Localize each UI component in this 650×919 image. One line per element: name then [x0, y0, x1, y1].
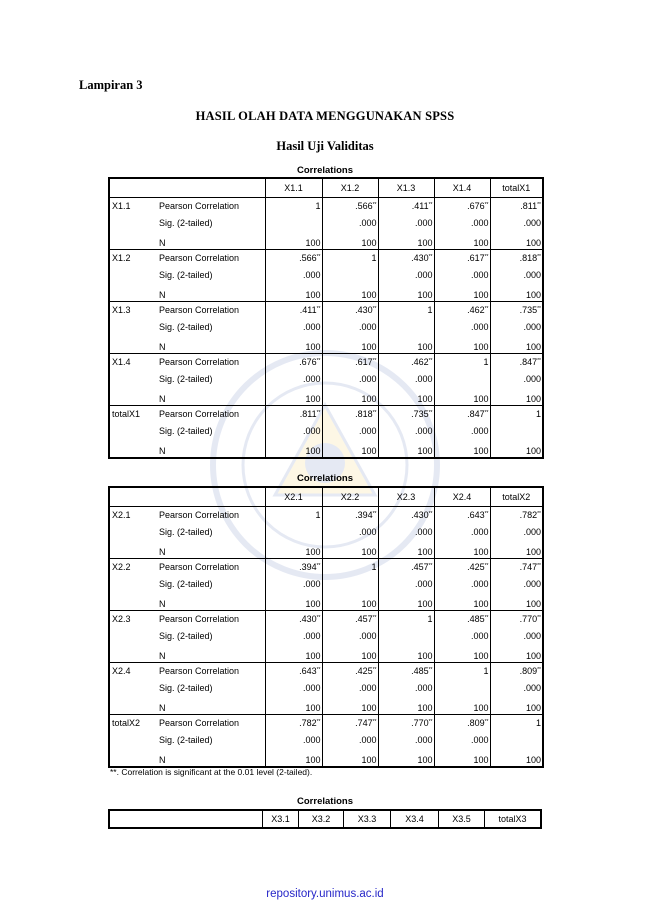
table-cell: [265, 215, 322, 232]
significance-marker: **: [372, 667, 377, 673]
table-cell: .818**: [322, 406, 378, 424]
stat-label: Sig. (2-tailed): [159, 218, 213, 228]
table-cell: 100: [378, 232, 434, 250]
table-cell: 100: [490, 232, 543, 250]
table-row: [109, 250, 543, 268]
column-header: X1.3: [378, 178, 434, 198]
table-cell: .643**: [434, 507, 490, 525]
table-cell: 1: [378, 302, 434, 320]
row-variable-label: X2.3: [112, 614, 131, 624]
table1-title: Correlations: [297, 165, 353, 176]
table-cell: 100: [378, 697, 434, 715]
table-cell: 1: [378, 611, 434, 629]
table-cell: .411**: [378, 198, 434, 216]
column-header: X3.4: [390, 811, 438, 827]
table-cell: .000: [378, 371, 434, 388]
table-cell: 1: [490, 715, 543, 733]
significance-marker: **: [428, 202, 433, 208]
table-cell: 100: [322, 697, 378, 715]
section-title: Hasil Uji Validitas: [276, 139, 374, 153]
table-cell: .676**: [265, 354, 322, 372]
table-cell: 100: [265, 593, 322, 611]
table-cell: 100: [490, 541, 543, 559]
column-header: X2.4: [434, 487, 490, 507]
table-cell: .000: [378, 215, 434, 232]
table-cell: .735**: [378, 406, 434, 424]
table-cell: 100: [378, 336, 434, 354]
table-cell: .485**: [434, 611, 490, 629]
significance-marker: **: [537, 202, 541, 208]
stat-label: Pearson Correlation: [159, 718, 240, 728]
table-cell: 100: [434, 440, 490, 458]
table-cell: .000: [322, 319, 378, 336]
stat-label: Pearson Correlation: [159, 666, 240, 676]
stat-label: N: [159, 755, 166, 765]
table-row: [109, 507, 543, 525]
table-cell: 100: [378, 749, 434, 767]
significance-marker: **: [372, 202, 377, 208]
stat-label: Sig. (2-tailed): [159, 270, 213, 280]
page-title: HASIL OLAH DATA MENGGUNAKAN SPSS: [195, 109, 455, 123]
table-cell: .000: [322, 680, 378, 697]
table-cell: .000: [490, 267, 543, 284]
stat-label: Sig. (2-tailed): [159, 631, 213, 641]
column-header: X3.2: [298, 811, 343, 827]
table-row: [109, 715, 543, 733]
table-row: [109, 319, 543, 336]
stat-label: N: [155, 336, 265, 354]
column-header: totalX2: [490, 487, 543, 507]
table-cell: .747**: [322, 715, 378, 733]
table-cell: .000: [322, 628, 378, 645]
table-cell: .000: [490, 628, 543, 645]
table-cell: .000: [265, 680, 322, 697]
table-cell: .394**: [322, 507, 378, 525]
stat-label: Sig. (2-tailed): [159, 579, 213, 589]
significance-marker: **: [316, 306, 321, 312]
table-row: [109, 388, 543, 406]
column-header: X3.3: [343, 811, 390, 827]
table-cell: 100: [322, 749, 378, 767]
table-row: [109, 284, 543, 302]
table-cell: 100: [434, 645, 490, 663]
table-cell: .485**: [378, 663, 434, 681]
stat-label: Pearson Correlation: [159, 253, 240, 263]
table-cell: .430**: [378, 250, 434, 268]
table-cell: .847**: [490, 354, 543, 372]
stat-label: N: [155, 232, 265, 250]
significance-marker: **: [316, 358, 321, 364]
row-variable-label: X1.4: [112, 357, 131, 367]
table-cell: 100: [378, 440, 434, 458]
table-cell: 100: [490, 440, 543, 458]
table-cell: .566**: [322, 198, 378, 216]
correlations-table-x3: [108, 809, 542, 829]
table-cell: .411**: [265, 302, 322, 320]
column-header: X1.2: [322, 178, 378, 198]
table-cell: .425**: [434, 559, 490, 577]
table-cell: 100: [265, 232, 322, 250]
row-variable-label: X2.2: [112, 562, 131, 572]
table-cell: [378, 319, 434, 336]
table-row: [109, 559, 543, 577]
row-variable-label: X2.1: [112, 510, 131, 520]
table-row: [109, 371, 543, 388]
table-cell: [378, 628, 434, 645]
column-header: totalX1: [490, 178, 543, 198]
table-cell: .809**: [490, 663, 543, 681]
table-cell: .000: [322, 524, 378, 541]
table-cell: .000: [265, 628, 322, 645]
table-cell: 100: [434, 284, 490, 302]
column-header: X3.1: [262, 811, 298, 827]
stat-label: N: [155, 284, 265, 302]
significance-marker: **: [428, 563, 433, 569]
table-cell: 1: [322, 559, 378, 577]
table-cell: 100: [322, 284, 378, 302]
table-cell: .430**: [378, 507, 434, 525]
table-cell: .643**: [265, 663, 322, 681]
table-cell: 100: [322, 593, 378, 611]
table-cell: .770**: [378, 715, 434, 733]
table-cell: 100: [322, 232, 378, 250]
table-cell: 100: [490, 284, 543, 302]
table-row: [109, 732, 543, 749]
significance-marker: **: [316, 563, 321, 569]
table-cell: 100: [434, 388, 490, 406]
table-cell: .811**: [490, 198, 543, 216]
table-row: [109, 336, 543, 354]
stat-label: N: [155, 541, 265, 559]
table-cell: 100: [434, 697, 490, 715]
footer-link[interactable]: repository.unimus.ac.id: [266, 888, 384, 900]
stat-label: Sig. (2-tailed): [159, 374, 213, 384]
stat-label: Sig. (2-tailed): [159, 683, 213, 693]
table-row: [109, 406, 543, 424]
table-row: [109, 354, 543, 372]
table-cell: .000: [378, 423, 434, 440]
table-cell: .462**: [378, 354, 434, 372]
table-cell: .462**: [434, 302, 490, 320]
significance-marker: **: [372, 511, 377, 517]
significance-marker: **: [484, 563, 489, 569]
stat-label: N: [159, 446, 166, 456]
table-row: [109, 524, 543, 541]
table-cell: .000: [434, 319, 490, 336]
row-variable-label: X1.2: [112, 253, 131, 263]
table3-title: Correlations: [297, 796, 353, 807]
table-cell: .394**: [265, 559, 322, 577]
table-row: [109, 663, 543, 681]
significance-marker: **: [372, 306, 377, 312]
table-cell: .818**: [490, 250, 543, 268]
table-cell: .000: [434, 732, 490, 749]
stat-label: Pearson Correlation: [159, 357, 240, 367]
table-cell: .000: [322, 732, 378, 749]
stat-label: Sig. (2-tailed): [159, 322, 213, 332]
table-cell: .000: [490, 524, 543, 541]
table-cell: 100: [434, 336, 490, 354]
significance-marker: **: [484, 306, 489, 312]
table-cell: 100: [265, 697, 322, 715]
table-row: [109, 576, 543, 593]
table-cell: 100: [490, 697, 543, 715]
significance-footnote: **. Correlation is significant at the 0.01 level (2-tailed).: [110, 767, 313, 777]
stat-label: N: [155, 697, 265, 715]
table-cell: .617**: [434, 250, 490, 268]
significance-marker: **: [372, 615, 377, 621]
significance-marker: **: [428, 358, 433, 364]
table-cell: 100: [322, 336, 378, 354]
table-cell: .000: [378, 267, 434, 284]
table-cell: .782**: [490, 507, 543, 525]
table-cell: .000: [322, 215, 378, 232]
column-header: X2.1: [265, 487, 322, 507]
table-cell: 1: [490, 406, 543, 424]
column-header: X1.1: [265, 178, 322, 198]
table-row: [109, 232, 543, 250]
table-cell: .000: [378, 680, 434, 697]
significance-marker: **: [537, 563, 541, 569]
table-row: [109, 611, 543, 629]
table-row: [109, 749, 543, 767]
table-cell: .809**: [434, 715, 490, 733]
table-cell: [322, 576, 378, 593]
stat-label: Pearson Correlation: [159, 510, 240, 520]
table-cell: 100: [265, 284, 322, 302]
table-row: [109, 267, 543, 284]
table-cell: .770**: [490, 611, 543, 629]
table-cell: 100: [378, 645, 434, 663]
table-cell: .747**: [490, 559, 543, 577]
row-variable-label: X2.4: [112, 666, 131, 676]
table-cell: [490, 732, 543, 749]
table-cell: .000: [378, 732, 434, 749]
significance-marker: **: [484, 719, 489, 725]
significance-marker: **: [537, 511, 541, 517]
table-cell: 100: [378, 541, 434, 559]
significance-marker: **: [537, 306, 541, 312]
table-cell: 100: [434, 593, 490, 611]
table-row: [109, 680, 543, 697]
significance-marker: **: [537, 667, 541, 673]
table-cell: 1: [434, 663, 490, 681]
significance-marker: **: [537, 615, 541, 621]
table-cell: 1: [434, 354, 490, 372]
table-cell: .735**: [490, 302, 543, 320]
table-cell: 1: [322, 250, 378, 268]
correlations-table-x1: [108, 177, 544, 459]
table-cell: .000: [434, 267, 490, 284]
table-cell: .000: [490, 319, 543, 336]
table-cell: [434, 371, 490, 388]
table-row: [109, 215, 543, 232]
table-cell: .000: [265, 267, 322, 284]
table-cell: .000: [490, 576, 543, 593]
stat-label: Pearson Correlation: [159, 409, 240, 419]
table-cell: 100: [490, 336, 543, 354]
stat-label: Pearson Correlation: [159, 562, 240, 572]
stat-label: Sig. (2-tailed): [159, 527, 213, 537]
table-cell: .617**: [322, 354, 378, 372]
stat-label: N: [155, 645, 265, 663]
appendix-label: Lampiran 3: [79, 78, 143, 92]
table-cell: .000: [434, 576, 490, 593]
table-cell: 100: [490, 388, 543, 406]
table-cell: 100: [490, 645, 543, 663]
significance-marker: **: [316, 254, 321, 260]
table-row: [109, 628, 543, 645]
table-cell: 100: [490, 749, 543, 767]
table-cell: 100: [434, 232, 490, 250]
significance-marker: **: [316, 410, 321, 416]
significance-marker: **: [484, 254, 489, 260]
table-cell: 100: [265, 440, 322, 458]
significance-marker: **: [372, 410, 377, 416]
table-cell: .000: [434, 423, 490, 440]
column-header: X3.5: [438, 811, 484, 827]
significance-marker: **: [428, 410, 433, 416]
table-cell: .000: [265, 371, 322, 388]
table-row: [109, 697, 543, 715]
correlations-table-x2: [108, 486, 544, 768]
table-cell: 100: [322, 645, 378, 663]
significance-marker: **: [537, 358, 541, 364]
significance-marker: **: [484, 410, 489, 416]
stat-label: Sig. (2-tailed): [159, 735, 213, 745]
column-header: totalX3: [484, 811, 540, 827]
significance-marker: **: [428, 719, 433, 725]
table-cell: [322, 267, 378, 284]
stat-label: Sig. (2-tailed): [159, 426, 213, 436]
table-cell: 100: [322, 541, 378, 559]
table-cell: .000: [265, 576, 322, 593]
stat-label: N: [155, 593, 265, 611]
column-header: X1.4: [434, 178, 490, 198]
significance-marker: **: [372, 358, 377, 364]
table-cell: .811**: [265, 406, 322, 424]
table-cell: .457**: [378, 559, 434, 577]
table-cell: 100: [490, 593, 543, 611]
table-cell: .000: [490, 215, 543, 232]
table-cell: 100: [322, 440, 378, 458]
significance-marker: **: [537, 254, 541, 260]
table-cell: .000: [265, 319, 322, 336]
table-cell: .782**: [265, 715, 322, 733]
table-cell: .676**: [434, 198, 490, 216]
table-cell: 1: [265, 198, 322, 216]
significance-marker: **: [316, 615, 321, 621]
table-cell: [265, 524, 322, 541]
table-cell: .425**: [322, 663, 378, 681]
table-cell: .000: [434, 524, 490, 541]
table-cell: .000: [434, 215, 490, 232]
row-variable-label: totalX1: [112, 409, 141, 419]
table-cell: .000: [490, 680, 543, 697]
table-cell: 100: [434, 541, 490, 559]
significance-marker: **: [428, 667, 433, 673]
table-row: [109, 198, 543, 216]
table-cell: .000: [322, 371, 378, 388]
table-row: [109, 440, 543, 458]
table-cell: 100: [265, 388, 322, 406]
table-cell: .430**: [322, 302, 378, 320]
significance-marker: **: [484, 615, 489, 621]
stat-label: N: [155, 388, 265, 406]
table-cell: 100: [378, 284, 434, 302]
significance-marker: **: [316, 719, 321, 725]
table-row: [109, 645, 543, 663]
table-row: [109, 423, 543, 440]
table-cell: 100: [378, 388, 434, 406]
row-variable-label: totalX2: [112, 718, 141, 728]
significance-marker: **: [484, 511, 489, 517]
significance-marker: **: [484, 202, 489, 208]
stat-label: Pearson Correlation: [159, 305, 240, 315]
table-cell: 100: [265, 645, 322, 663]
table-cell: .847**: [434, 406, 490, 424]
table-cell: 100: [322, 388, 378, 406]
table-cell: .430**: [265, 611, 322, 629]
table-cell: .000: [490, 371, 543, 388]
table2-title: Correlations: [297, 473, 353, 484]
row-variable-label: X1.1: [112, 201, 131, 211]
table-row: [109, 541, 543, 559]
table-cell: .000: [265, 423, 322, 440]
row-variable-label: X1.3: [112, 305, 131, 315]
table-cell: 100: [434, 749, 490, 767]
table-cell: .000: [378, 524, 434, 541]
stat-label: Pearson Correlation: [159, 201, 240, 211]
table-cell: .566**: [265, 250, 322, 268]
table-cell: [490, 423, 543, 440]
table-cell: 100: [265, 749, 322, 767]
significance-marker: **: [428, 254, 433, 260]
table-cell: .457**: [322, 611, 378, 629]
table-row: [109, 302, 543, 320]
table-cell: .000: [378, 576, 434, 593]
table-cell: 100: [378, 593, 434, 611]
column-header: X2.3: [378, 487, 434, 507]
table-cell: 1: [265, 507, 322, 525]
table-row: [109, 593, 543, 611]
significance-marker: **: [372, 719, 377, 725]
table-cell: [434, 680, 490, 697]
column-header: X2.2: [322, 487, 378, 507]
significance-marker: **: [316, 667, 321, 673]
table-cell: .000: [322, 423, 378, 440]
table-cell: 100: [265, 336, 322, 354]
table-cell: .000: [434, 628, 490, 645]
stat-label: Pearson Correlation: [159, 614, 240, 624]
table-cell: .000: [265, 732, 322, 749]
significance-marker: **: [428, 511, 433, 517]
table-cell: 100: [265, 541, 322, 559]
